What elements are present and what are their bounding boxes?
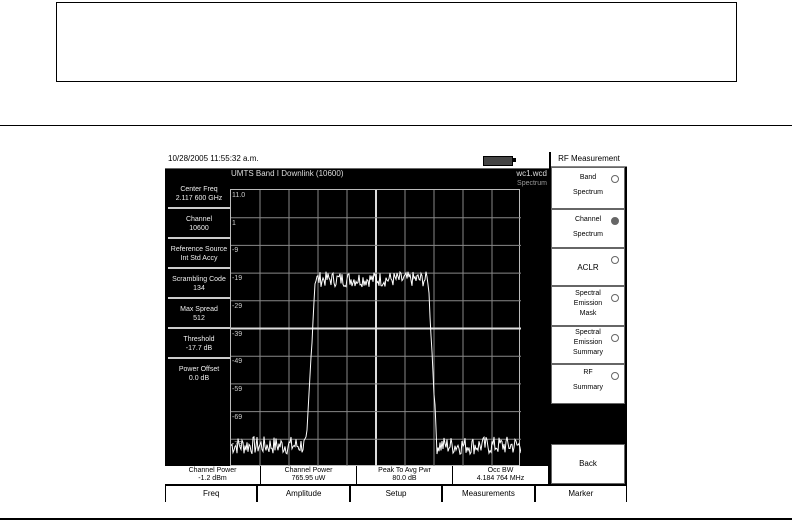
spectrum-graph (230, 189, 520, 466)
param-power-offset: Power Offset 0.0 dB (178, 366, 220, 382)
status-bar (165, 152, 549, 169)
meas-channel-power-uw: Channel Power 765.95 uW (261, 466, 357, 484)
aclr-button[interactable]: ACLR (551, 248, 625, 286)
y-tick-label: 11.0 (232, 192, 246, 199)
meas-channel-power-dbm: Channel Power -1.2 dBm (165, 466, 261, 484)
measurements-menu-button[interactable]: Measurements (443, 486, 533, 502)
parameter-panel (168, 182, 230, 390)
radio-icon (611, 294, 619, 302)
measurement-bar (165, 466, 549, 484)
y-tick-label: -59 (232, 385, 243, 393)
radio-icon (611, 372, 619, 380)
channel-spectrum-button[interactable]: Channel Spectrum (551, 209, 625, 248)
radio-selected-icon (611, 217, 619, 225)
param-channel: Channel 10600 (168, 212, 230, 239)
battery-icon (483, 156, 513, 166)
meas-occ-bw: Occ BW 4.184 764 MHz (453, 466, 549, 484)
param-max-spread: Max Spread 512 (168, 302, 230, 329)
y-tick-label: -69 (232, 413, 243, 421)
y-tick-label: -39 (232, 330, 243, 338)
rf-summary-button[interactable]: RF Summary (551, 364, 625, 404)
y-tick-label: -9 (232, 247, 239, 255)
y-tick-label: 1 (232, 219, 236, 227)
amplitude-menu-button[interactable]: Amplitude (258, 486, 348, 502)
battery-tip-icon (513, 158, 516, 162)
param-reference-source: Reference Source Int Std Accy (168, 242, 230, 269)
bottom-menu (165, 484, 627, 502)
y-tick-label: -79 (232, 441, 243, 449)
datetime: 10/28/2005 11:55:32 a.m. (168, 154, 259, 163)
setup-menu-button[interactable]: Setup (351, 486, 441, 502)
note-box (56, 2, 737, 82)
back-button[interactable]: Back (551, 444, 625, 484)
marker-menu-button[interactable]: Marker (536, 486, 626, 502)
spectral-emission-mask-button[interactable]: Spectral Emission Mask (551, 286, 625, 326)
spectral-emission-summary-button[interactable]: Spectral Emission Summary (551, 326, 625, 364)
y-tick-label: -49 (232, 358, 243, 366)
y-tick-label: -19 (232, 275, 243, 283)
meas-peak-to-avg: Peak To Avg Pwr 80.0 dB (357, 466, 453, 484)
radio-icon (611, 175, 619, 183)
freq-menu-button[interactable]: Freq (166, 486, 256, 502)
radio-icon (611, 334, 619, 342)
menu-title: RF Measurement (551, 152, 627, 167)
radio-icon (611, 256, 619, 264)
band-spectrum-button[interactable]: Band Spectrum (551, 167, 625, 209)
mode-label: Spectrum (517, 180, 547, 187)
plot-title: UMTS Band I Downlink (10600) (231, 169, 344, 178)
file-name: wc1.wcd (516, 169, 547, 178)
divider-top (0, 125, 792, 126)
param-threshold: Threshold -17.7 dB (168, 332, 230, 359)
param-center-freq: Center Freq 2.117 600 GHz (168, 182, 230, 209)
spectrum-svg (231, 190, 521, 467)
y-tick-label: -29 (232, 302, 243, 310)
param-scrambling-code: Scrambling Code 134 (168, 272, 230, 299)
analyzer-screen (165, 152, 627, 502)
